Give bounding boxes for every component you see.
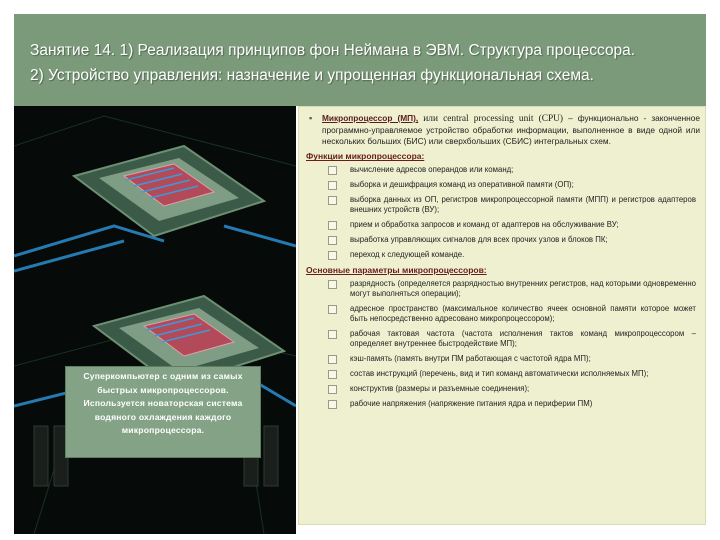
content-panel xyxy=(298,106,706,525)
slide-title xyxy=(30,38,700,88)
list-item: рабочая тактовая частота (частота исполнения тактов команд микропроцессором – определяет внутреннее быстродействие МП); xyxy=(350,329,700,349)
supercomputer-photo xyxy=(14,106,296,534)
checkbox-bullet-icon xyxy=(328,236,337,245)
list-item: разрядность (определяется разрядностью внутренних регистров, над которыми одновременно могут выполняться операции); xyxy=(350,279,700,299)
definition-term: Микропроцессор (МП), xyxy=(322,113,419,123)
checkbox-bullet-icon xyxy=(328,166,337,175)
list-item: выборка данных из ОП, регистров микропроцессорной памяти (МПП) и регистров адаптеров внешних устройств (ВУ); xyxy=(350,195,700,215)
parameters-heading: Основные параметры микропроцессоров: xyxy=(306,265,487,276)
bullet-icon: ▪ xyxy=(309,113,313,123)
list-item: выборка и дешифрация команд из оперативной памяти (ОП); xyxy=(350,180,700,190)
list-item: вычисление адресов операндов или команд; xyxy=(350,165,700,175)
functions-list xyxy=(306,165,700,260)
checkbox-bullet-icon xyxy=(328,221,337,230)
checkbox-bullet-icon xyxy=(328,251,337,260)
list-item: состав инструкций (перечень, вид и тип команд автоматически исполняемых МП); xyxy=(350,369,700,379)
checkbox-bullet-icon xyxy=(328,400,337,409)
checkbox-bullet-icon xyxy=(328,305,337,314)
list-item: выработка управляющих сигналов для всех прочих узлов и блоков ПК; xyxy=(350,235,700,245)
checkbox-bullet-icon xyxy=(328,280,337,289)
list-item: конструктив (размеры и разъемные соединения); xyxy=(350,384,700,394)
definition-connector: или xyxy=(418,114,444,124)
list-item: адресное пространство (максимальное количество ячеек основной памяти которое может быть непосредственно адресовано микропроцессором); xyxy=(350,304,700,324)
checkbox-bullet-icon xyxy=(328,355,337,364)
definition-paragraph xyxy=(306,113,700,146)
list-item: рабочие напряжения (напряжение питания ядра и периферии ПМ) xyxy=(350,399,700,409)
definition-english: central processing unit (CPU) xyxy=(443,114,564,124)
checkbox-bullet-icon xyxy=(328,181,337,190)
list-item: переход к следующей команде. xyxy=(350,250,700,260)
definition-text: – функционально - законченное программно-управляемое устройство обработки информации, выполненное в виде одной или нескольких больших (БИС) или сверхбольших (СБИС) интегральных схем. xyxy=(322,113,700,146)
checkbox-bullet-icon xyxy=(328,370,337,379)
motherboard-illustration xyxy=(14,106,296,534)
title-bar xyxy=(14,14,706,106)
parameters-list xyxy=(306,279,700,409)
checkbox-bullet-icon xyxy=(328,196,337,205)
title-line-1: Занятие 14. 1) Реализация принципов фон Неймана в ЭВМ. Структура процессора. xyxy=(30,42,636,59)
checkbox-bullet-icon xyxy=(328,330,337,339)
list-item: прием и обработка запросов и команд от адаптеров на обслуживание ВУ; xyxy=(350,220,700,230)
functions-heading: Функции микропроцессора: xyxy=(306,151,425,162)
list-item: кэш-память (память внутри ПМ работающая с частотой ядра МП); xyxy=(350,354,700,364)
checkbox-bullet-icon xyxy=(328,385,337,394)
title-line-2: 2) Устройство управления: назначение и упрощенная функциональная схема. xyxy=(30,67,594,84)
image-caption: Суперкомпьютер с одним из самых быстрых микропроцессоров. Используется новаторская система водяного охлаждения каждого микропроцессора. xyxy=(65,366,261,458)
